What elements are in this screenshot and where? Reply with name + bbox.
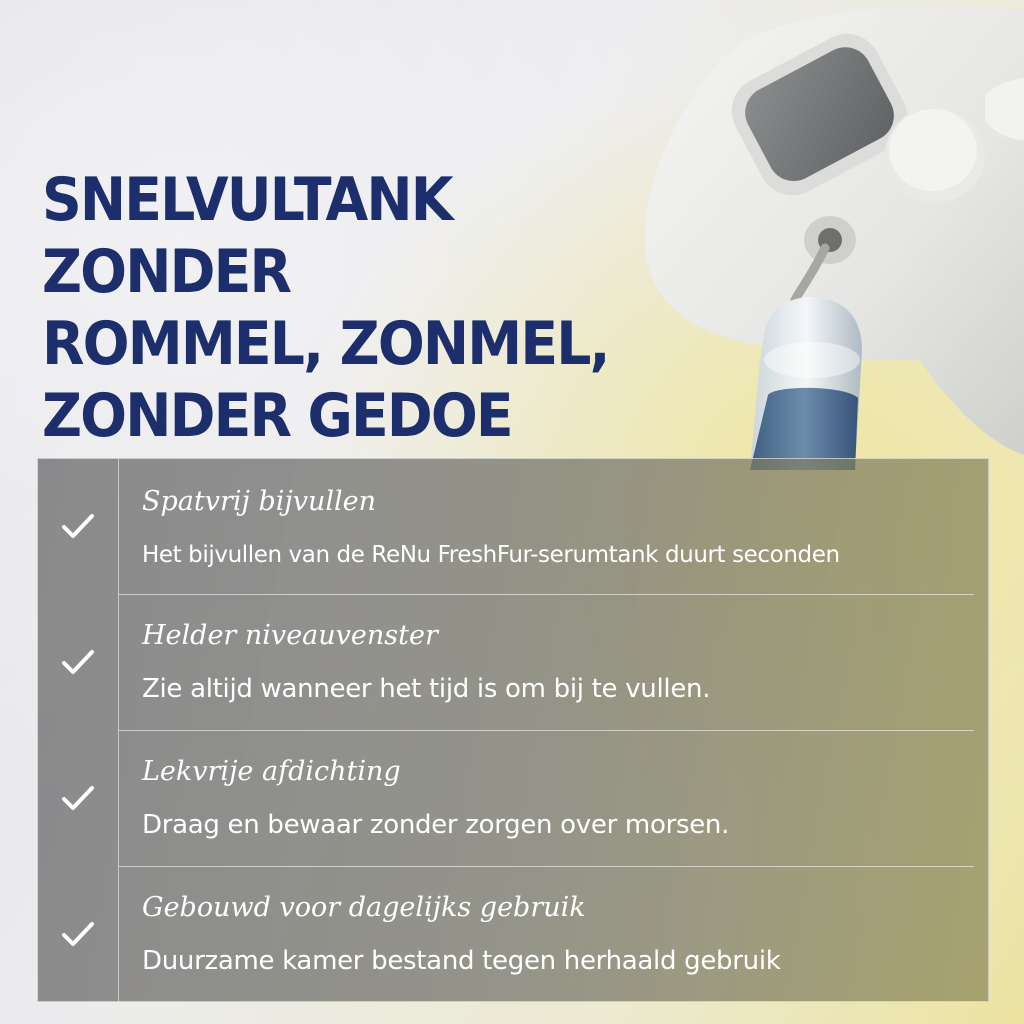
feature-title: Gebouwd voor dagelijks gebruik: [142, 892, 586, 923]
feature-description: Duurzame kamer bestand tegen herhaald gebruik: [142, 946, 781, 976]
feature-title: Lekvrije afdichting: [142, 756, 401, 787]
headline-line-3: ZONDER GEDOE: [42, 381, 512, 451]
check-icon: [60, 647, 96, 677]
check-icon: [60, 783, 96, 813]
features-panel: [37, 458, 989, 1002]
feature-description: Het bijvullen van de ReNu FreshFur-serumtank duurt seconden: [142, 542, 840, 568]
feature-row: [38, 595, 988, 730]
headline: [42, 164, 631, 452]
feature-description: Zie altijd wanneer het tijd is om bij te vullen.: [142, 674, 711, 704]
check-icon: [60, 511, 96, 541]
feature-row: [38, 459, 988, 594]
feature-row: [38, 867, 988, 1002]
feature-description: Draag en bewaar zonder zorgen over morsen.: [142, 810, 730, 840]
product-device-image: [600, 0, 1024, 470]
headline-line-1: SNELVULTANK ZONDER: [42, 165, 452, 307]
feature-title: Helder niveauvenster: [142, 620, 438, 651]
check-icon: [60, 919, 96, 949]
feature-title: Spatvrij bijvullen: [142, 486, 377, 517]
headline-line-2: ROMMEL, ZONMEL,: [42, 309, 609, 379]
feature-row: [38, 731, 988, 866]
